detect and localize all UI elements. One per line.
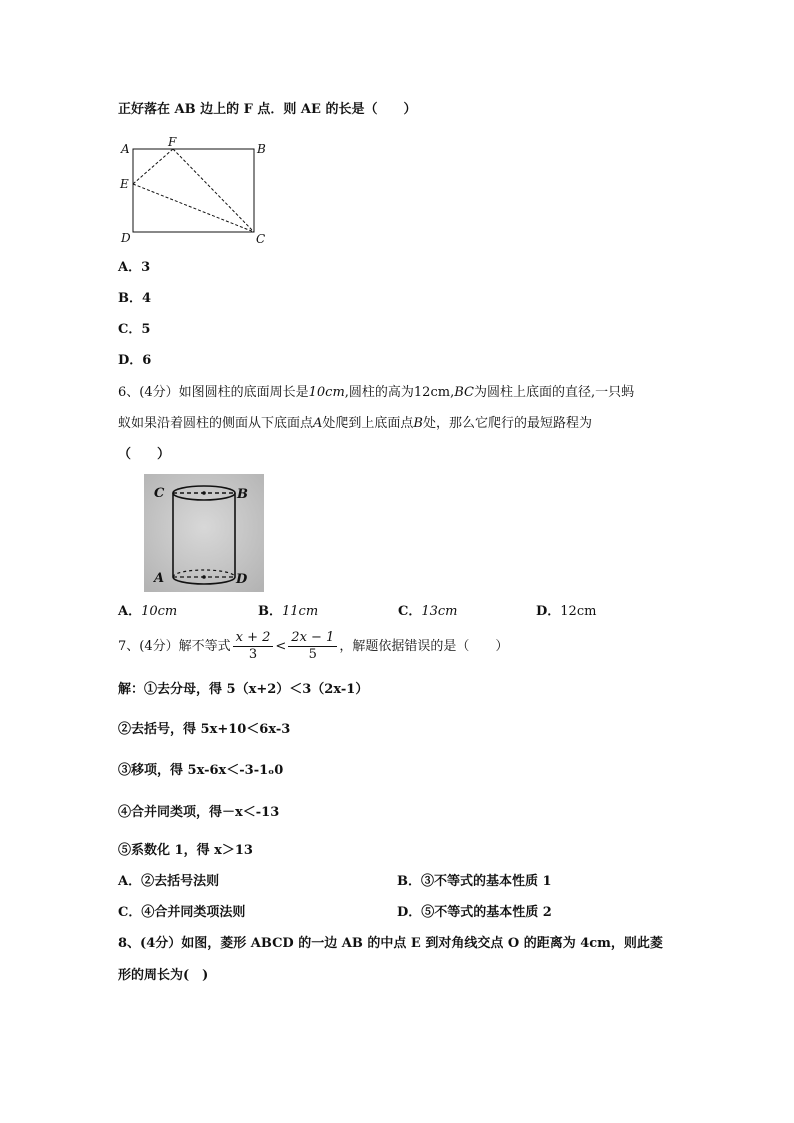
q6-line1-v2: BC (454, 385, 474, 400)
q6-line2-post: 处，那么它爬行的最短路程为 (422, 416, 592, 431)
label-b: B (257, 142, 266, 156)
q7-option-a: A．②去括号法则 (118, 874, 220, 889)
q6-option-a: A．10cm (118, 604, 178, 619)
q7-step-2: ②去括号，得 5x+10＜6x-3 (118, 722, 291, 737)
label-d: D (121, 231, 131, 245)
q5-option-a: A．3 (118, 260, 151, 275)
q6-stem-line2 (118, 415, 592, 433)
q7-fraction-left: $\frac{x + 2}{3}$ (233, 630, 274, 663)
label-f: F (168, 136, 177, 149)
q7-step-1: 解：①去分母，得 5（x+2）＜3（2x-1） (118, 682, 369, 697)
bottom-center-dot (202, 575, 206, 579)
q6-stem-line1 (118, 384, 634, 402)
q6-line2-v2: B (413, 416, 423, 431)
q6-line2-pre: 蚁如果沿着圆柱的侧面从下底面点 (118, 416, 314, 431)
label-b: B (237, 487, 248, 502)
q7-stem (118, 630, 508, 664)
q5-stem: 正好落在 AB 边上的 F 点．则 AE 的长是（ ） (118, 102, 417, 117)
segment-fc (173, 149, 254, 232)
q6-cylinder-figure (144, 474, 264, 592)
q6-line1-v1: 10cm (308, 385, 345, 400)
q6-option-d: D．12cm (536, 604, 597, 619)
q8-stem-line2: 形的周长为( ) (118, 968, 209, 983)
q5-rectangle-figure (115, 136, 275, 248)
q6-line1-post: 为圆柱上底面的直径,一只蚂 (473, 385, 635, 400)
q6-line1-pre: 6、(4分）如图圆柱的底面周长是 (118, 385, 309, 400)
label-e: E (120, 177, 129, 191)
label-c: C (154, 486, 165, 501)
q7-fraction-right: $\frac{2x - 1}{5}$ (288, 630, 337, 663)
q5-option-b: B．4 (118, 291, 152, 306)
q7-option-c: C．④合并同类项法则 (118, 905, 246, 920)
q7-step-4: ④合并同类项，得－x＜-13 (118, 805, 280, 820)
label-a: A (121, 142, 130, 156)
q6-stem-line3: （ ） (118, 447, 171, 462)
q5-option-c: C．5 (118, 322, 151, 337)
label-d: D (236, 572, 248, 587)
q7-less-than: < (275, 639, 287, 654)
q6-option-c: C．13cm (398, 604, 458, 619)
top-center-dot (202, 491, 206, 495)
q6-line2-v1: A (313, 416, 323, 431)
q7-stem-pre: 7、(4分）解不等式 (118, 639, 231, 654)
q8-stem-line1: 8、(4分）如图，菱形 ABCD 的一边 AB 的中点 E 到对角线交点 O 的距离为 4cm，则此菱 (118, 936, 663, 951)
q7-step-3: ③移项，得 5x-6x＜-3-1ₒ0 (118, 763, 284, 778)
q7-stem-post: ，解题依据错误的是（ ） (339, 639, 509, 654)
q6-option-b: B．11cm (258, 604, 319, 619)
label-c: C (256, 232, 266, 246)
q5-option-d: D．6 (118, 353, 152, 368)
q7-option-d: D．⑤不等式的基本性质 2 (397, 905, 552, 920)
segment-ec (133, 184, 254, 232)
q7-option-b: B．③不等式的基本性质 1 (397, 874, 552, 889)
rectangle-abcd (133, 149, 254, 232)
q7-step-5: ⑤系数化 1，得 x＞13 (118, 843, 253, 858)
label-a: A (154, 571, 165, 586)
q6-line1-mid: ,圆柱的高为12cm, (344, 385, 455, 400)
segment-fe (133, 149, 173, 184)
q6-line2-mid: 处爬到上底面点 (322, 416, 414, 431)
